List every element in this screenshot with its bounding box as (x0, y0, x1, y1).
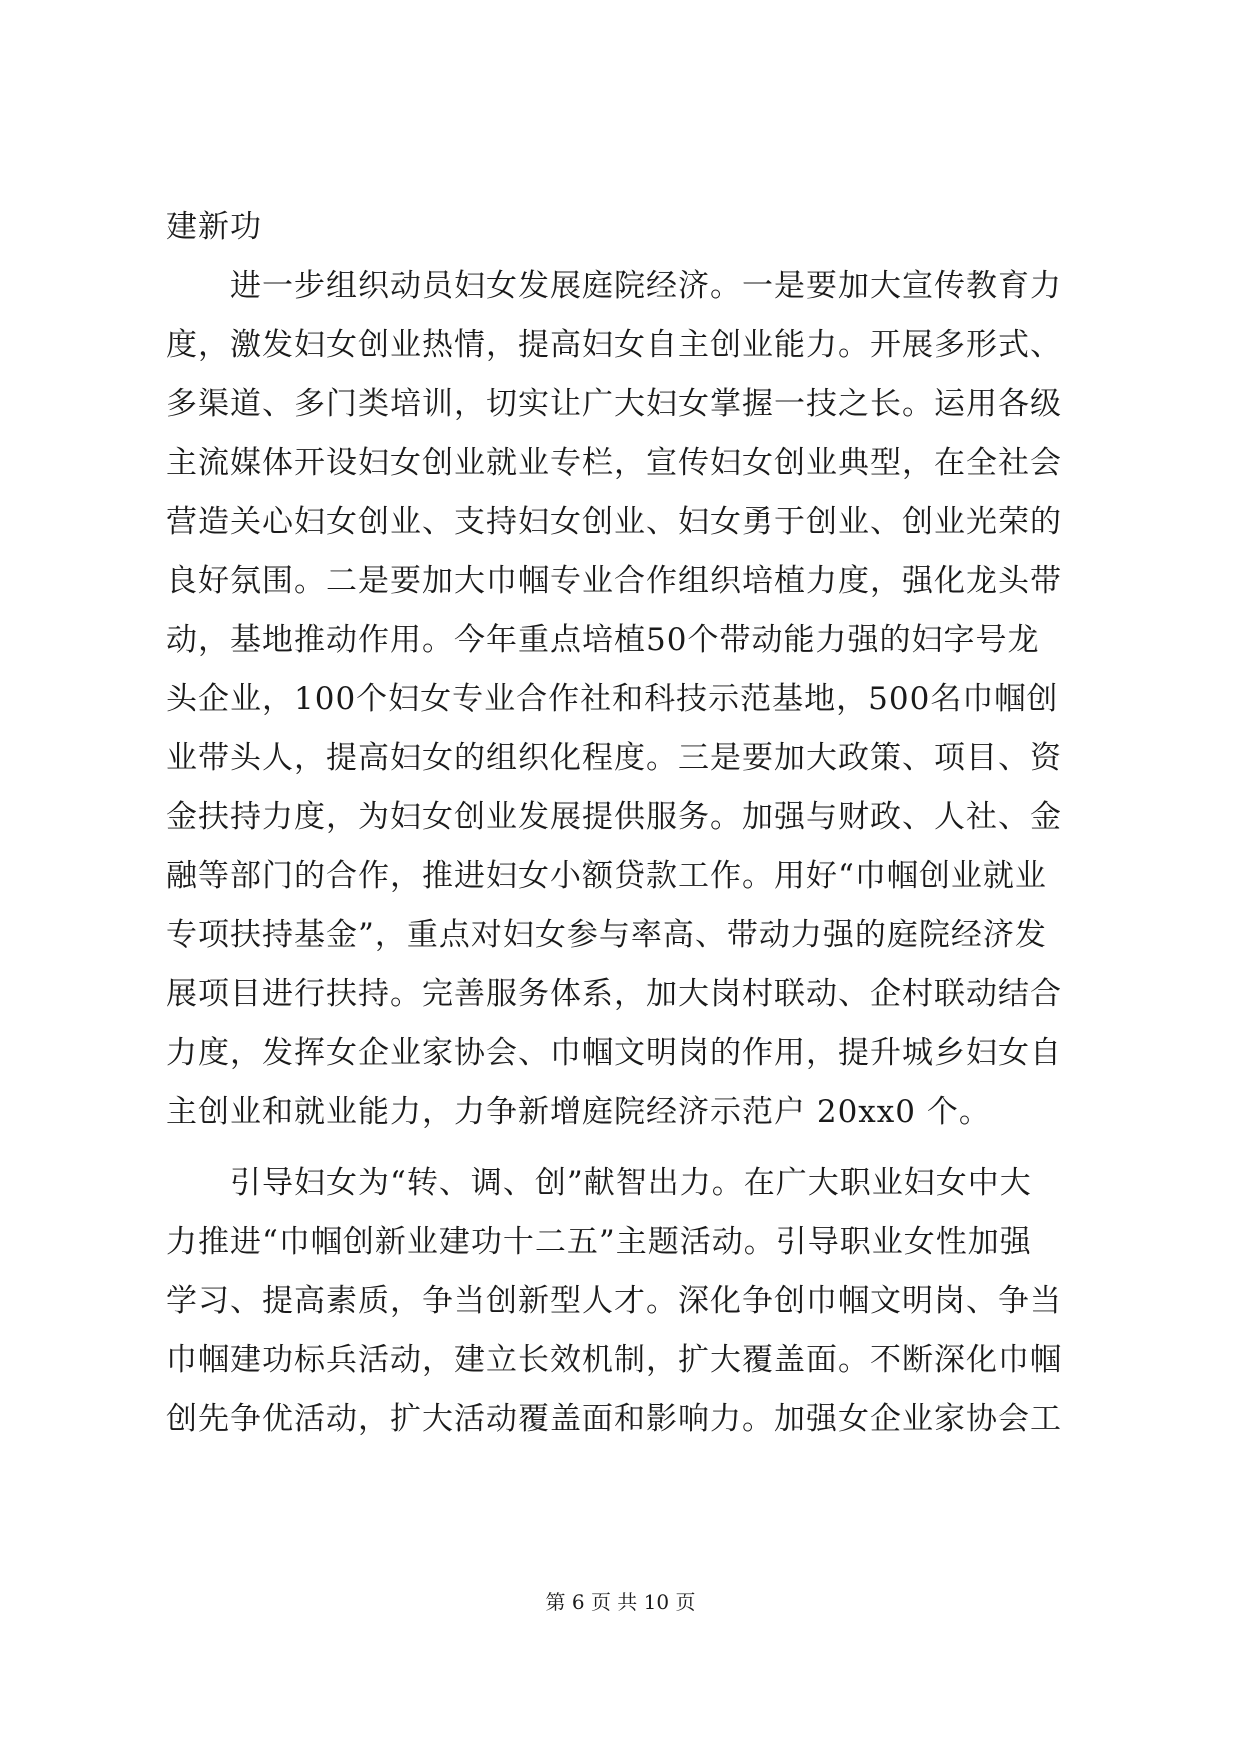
text-line: 展项目进行扶持。完善服务体系，加大岗村联动、企村联动结合 (166, 976, 1062, 1012)
page-number-footer: 第 6 页 共 10 页 (545, 1590, 696, 1614)
paragraph-first-line: 进一步组织动员妇女发展庭院经济。一是要加大宣传教育力 (230, 268, 1062, 304)
text-line: 专项扶持基金”，重点对妇女参与率高、带动力强的庭院经济发 (166, 917, 1047, 953)
text-line: 营造关心妇女创业、支持妇女创业、妇女勇于创业、创业光荣的 (166, 504, 1062, 540)
text-line: 主创业和就业能力，力争新增庭院经济示范户 20xx0 个。 (166, 1094, 991, 1130)
text-line: 多渠道、多门类培训，切实让广大妇女掌握一技之长。运用各级 (166, 386, 1062, 422)
text-line: 主流媒体开设妇女创业就业专栏，宣传妇女创业典型，在全社会 (166, 445, 1062, 481)
text-line: 良好氛围。二是要加大巾帼专业合作组织培植力度，强化龙头带 (166, 563, 1062, 599)
text-line: 度，激发妇女创业热情，提高妇女自主创业能力。开展多形式、 (166, 327, 1062, 363)
text-line: 融等部门的合作，推进妇女小额贷款工作。用好“巾帼创业就业 (166, 858, 1047, 894)
text-line: 学习、提高素质，争当创新型人才。深化争创巾帼文明岗、争当 (166, 1283, 1062, 1319)
text-line: 头企业，100个妇女专业合作社和科技示范基地，500名巾帼创 (166, 681, 1059, 717)
text-line: 动，基地推动作用。今年重点培植50个带动能力强的妇字号龙 (166, 622, 1040, 658)
text-line: 巾帼建功标兵活动，建立长效机制，扩大覆盖面。不断深化巾帼 (166, 1342, 1062, 1378)
text-line: 力推进“巾帼创新业建功十二五”主题活动。引导职业女性加强 (166, 1224, 1032, 1260)
text-line: 力度，发挥女企业家协会、巾帼文明岗的作用，提升城乡妇女自 (166, 1035, 1062, 1071)
paragraph-first-line: 引导妇女为“转、调、创”献智出力。在广大职业妇女中大 (230, 1165, 1032, 1201)
text-line: 建新功 (166, 209, 262, 245)
text-line: 金扶持力度，为妇女创业发展提供服务。加强与财政、人社、金 (166, 799, 1062, 835)
text-line: 创先争优活动，扩大活动覆盖面和影响力。加强女企业家协会工 (166, 1401, 1062, 1437)
text-line: 业带头人，提高妇女的组织化程度。三是要加大政策、项目、资 (166, 740, 1062, 776)
